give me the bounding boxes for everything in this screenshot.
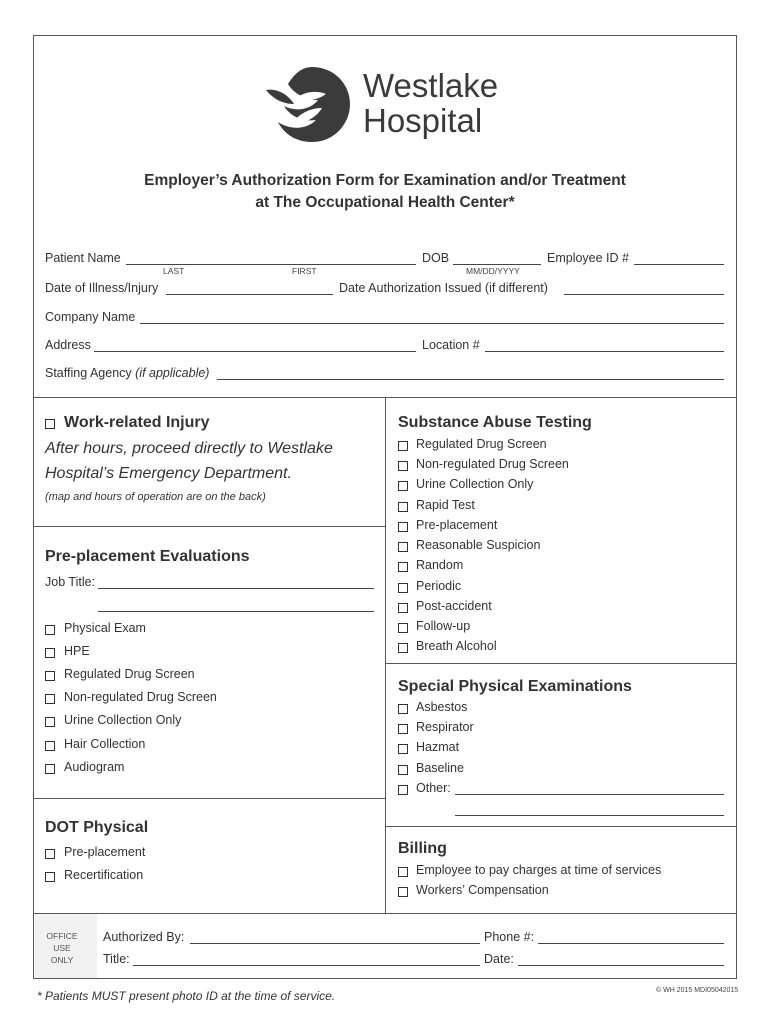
pre-nonregulated-drug-checkbox[interactable] (45, 694, 55, 704)
dob-format: MM/DD/YYYY (466, 266, 520, 276)
dot-preplacement-label: Pre-placement (64, 845, 146, 859)
staffing-agency-field[interactable] (217, 379, 724, 380)
form-title-line2: at The Occupational Health Center* (255, 194, 515, 211)
pre-nonregulated-drug-label: Non-regulated Drug Screen (64, 690, 217, 704)
employee-id-field[interactable] (634, 264, 724, 265)
hair-collection-label: Hair Collection (64, 737, 146, 751)
employee-id-label: Employee ID # (547, 251, 629, 265)
section-divider (33, 798, 385, 799)
hair-collection-checkbox[interactable] (45, 741, 55, 751)
hazmat-label: Hazmat (416, 740, 460, 754)
title-label: Title: (103, 952, 130, 966)
dob-field[interactable] (453, 264, 541, 265)
office-line2: USE (53, 943, 71, 953)
job-title-field[interactable] (98, 588, 374, 589)
section-divider (33, 526, 385, 527)
other-field-2[interactable] (455, 815, 724, 816)
phone-label: Phone #: (484, 930, 535, 944)
respirator-label: Respirator (416, 720, 474, 734)
dot-heading: DOT Physical (45, 819, 149, 836)
respirator-checkbox[interactable] (398, 724, 408, 734)
phone-field[interactable] (538, 943, 724, 944)
date-illness-field[interactable] (166, 294, 333, 295)
preplacement-heading: Pre-placement Evaluations (45, 548, 250, 565)
company-name-label: Company Name (45, 310, 136, 324)
authorized-by-label: Authorized By: (103, 930, 185, 944)
random-label: Random (416, 558, 464, 572)
staffing-label-text: Staffing Agency (45, 366, 132, 380)
recertification-label: Recertification (64, 868, 144, 882)
post-accident-label: Post-accident (416, 599, 492, 613)
pre-urine-checkbox[interactable] (45, 717, 55, 727)
dot-preplacement-checkbox[interactable] (45, 849, 55, 859)
address-field[interactable] (94, 351, 416, 352)
job-title-field-2[interactable] (98, 611, 374, 612)
section-divider (385, 826, 737, 827)
other-field[interactable] (455, 794, 724, 795)
patient-name-field[interactable] (126, 264, 416, 265)
last-label: LAST (163, 266, 185, 276)
pre-urine-label: Urine Collection Only (64, 713, 182, 727)
date-auth-field[interactable] (564, 294, 724, 295)
rapid-test-label: Rapid Test (416, 498, 475, 512)
office-line1: OFFICE (46, 931, 78, 941)
work-injury-checkbox[interactable] (45, 419, 55, 429)
billing-heading: Billing (398, 840, 447, 857)
audiogram-checkbox[interactable] (45, 764, 55, 774)
hazmat-checkbox[interactable] (398, 744, 408, 754)
work-injury-line2: Hospital’s Emergency Department. (45, 465, 292, 482)
date-illness-label: Date of Illness/Injury (45, 281, 159, 295)
post-accident-checkbox[interactable] (398, 603, 408, 613)
sub-nonregulated-checkbox[interactable] (398, 461, 408, 471)
office-use-label (44, 930, 80, 966)
location-field[interactable] (485, 351, 724, 352)
physical-exam-label: Physical Exam (64, 621, 146, 635)
employee-pay-label: Employee to pay charges at time of services (416, 863, 662, 877)
sub-regulated-checkbox[interactable] (398, 441, 408, 451)
hpe-checkbox[interactable] (45, 648, 55, 658)
follow-up-checkbox[interactable] (398, 623, 408, 633)
sub-urine-label: Urine Collection Only (416, 477, 534, 491)
column-divider (385, 397, 386, 913)
form-code: © WH 2015 MDI05042015 (656, 987, 739, 994)
dob-label: DOB (422, 251, 450, 265)
other-label: Other: (416, 781, 451, 795)
office-line3: ONLY (50, 955, 74, 965)
date-label: Date: (484, 952, 514, 966)
logo-line2: Hospital (363, 102, 483, 139)
baseline-checkbox[interactable] (398, 765, 408, 775)
random-checkbox[interactable] (398, 562, 408, 572)
follow-up-label: Follow-up (416, 619, 471, 633)
breath-alcohol-checkbox[interactable] (398, 643, 408, 653)
special-heading: Special Physical Examinations (398, 678, 632, 695)
date-auth-label: Date Authorization Issued (if different) (339, 281, 548, 295)
sub-nonregulated-label: Non-regulated Drug Screen (416, 457, 569, 471)
baseline-label: Baseline (416, 761, 464, 775)
sub-preplacement-label: Pre-placement (416, 518, 498, 532)
staffing-note: (if applicable) (135, 366, 210, 380)
audiogram-label: Audiogram (64, 760, 125, 774)
work-injury-line1: After hours, proceed directly to Westlake (45, 440, 333, 457)
periodic-checkbox[interactable] (398, 583, 408, 593)
other-checkbox[interactable] (398, 785, 408, 795)
logo-line1: Westlake (363, 67, 499, 104)
reasonable-suspicion-checkbox[interactable] (398, 542, 408, 552)
employee-pay-checkbox[interactable] (398, 867, 408, 877)
staffing-agency-label (45, 366, 209, 380)
periodic-label: Periodic (416, 579, 462, 593)
authorized-by-field[interactable] (190, 943, 480, 944)
work-injury-note: (map and hours of operation are on the back) (45, 491, 266, 503)
workers-comp-checkbox[interactable] (398, 887, 408, 897)
location-label: Location # (422, 338, 480, 352)
westlake-logo-icon (262, 64, 358, 146)
hpe-label: HPE (64, 644, 90, 658)
physical-exam-checkbox[interactable] (45, 625, 55, 635)
rapid-test-checkbox[interactable] (398, 502, 408, 512)
logo-wordmark (363, 68, 498, 138)
company-name-field[interactable] (140, 323, 724, 324)
workers-comp-label: Workers’ Compensation (416, 883, 549, 897)
sub-urine-checkbox[interactable] (398, 481, 408, 491)
job-title-label: Job Title: (45, 575, 96, 589)
date-field[interactable] (518, 965, 724, 966)
title-field[interactable] (133, 965, 480, 966)
section-divider (33, 913, 737, 914)
patient-name-label: Patient Name (45, 251, 121, 265)
address-label: Address (45, 338, 91, 352)
photo-id-note: * Patients MUST present photo ID at the time of service. (37, 989, 336, 1003)
section-divider (385, 663, 737, 664)
recertification-checkbox[interactable] (45, 872, 55, 882)
substance-heading: Substance Abuse Testing (398, 414, 592, 431)
sub-preplacement-checkbox[interactable] (398, 522, 408, 532)
first-label: FIRST (292, 266, 317, 276)
pre-regulated-drug-label: Regulated Drug Screen (64, 667, 195, 681)
form-title-line1: Employer’s Authorization Form for Examination and/or Treatment (144, 172, 626, 189)
asbestos-checkbox[interactable] (398, 704, 408, 714)
breath-alcohol-label: Breath Alcohol (416, 639, 497, 653)
work-injury-heading: Work-related Injury (64, 414, 210, 431)
asbestos-label: Asbestos (416, 700, 468, 714)
sub-regulated-label: Regulated Drug Screen (416, 437, 547, 451)
reasonable-suspicion-label: Reasonable Suspicion (416, 538, 541, 552)
pre-regulated-drug-checkbox[interactable] (45, 671, 55, 681)
